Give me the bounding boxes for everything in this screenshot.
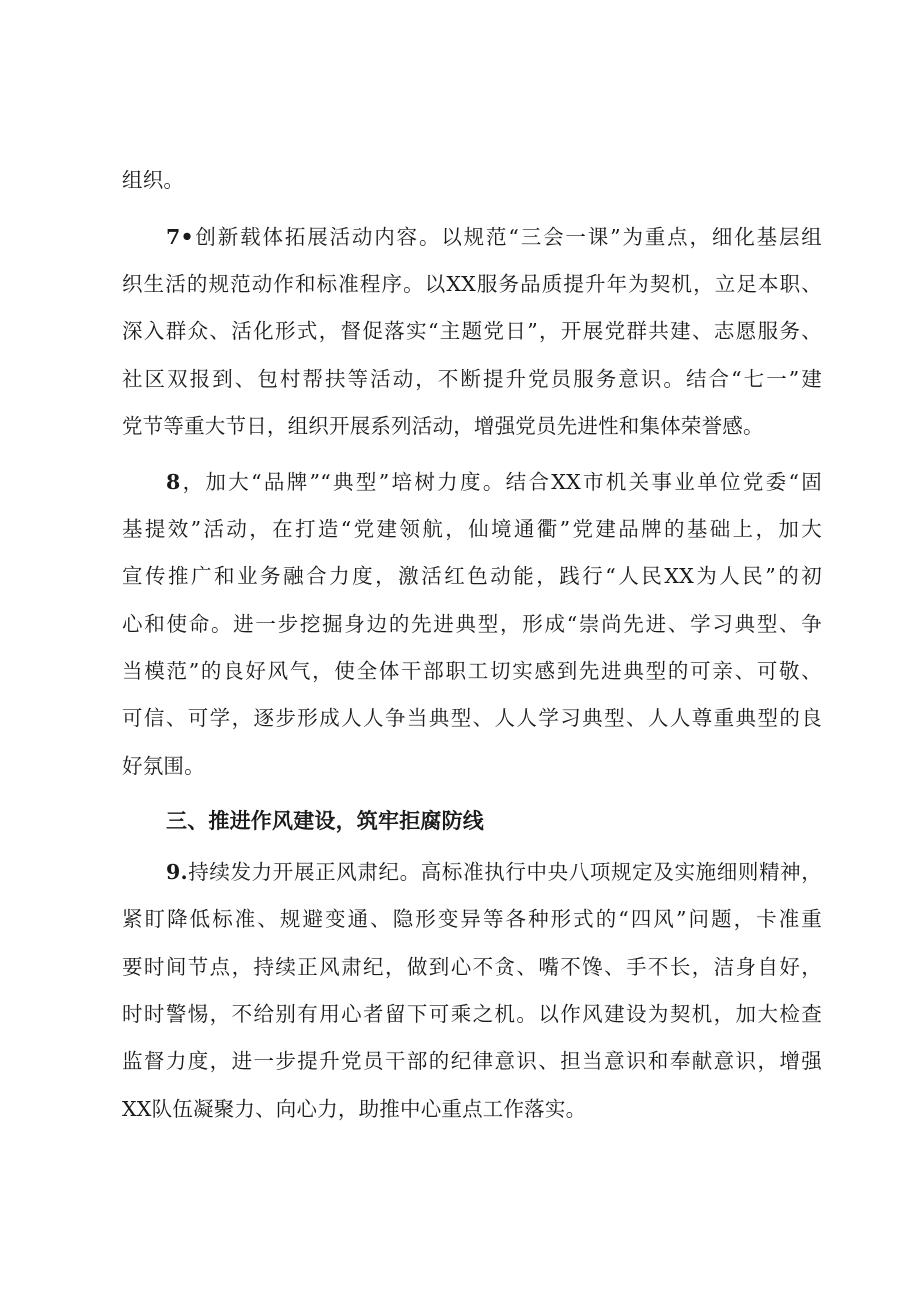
item-7-line-1: 7•创新载体拓展活动内容。以规范“三会一课”为重点，细化基层组 (166, 225, 822, 249)
item-9-line-3: 要时间节点，持续正风肃纪，做到心不贪、嘴不馋、手不长，洁身自好， (122, 955, 822, 979)
item-8-line-6: 可信、可学，逐步形成人人争当典型、人人学习典型、人人尊重典型的良 (122, 706, 822, 730)
item-9-line-2: 紧盯降低标准、规避变通、隐形变异等各种形式的“四风”问题，卡准重 (122, 907, 822, 931)
item-9-line-4: 时时警惕，不给别有用心者留下可乘之机。以作风建设为契机，加大检查 (122, 1002, 822, 1026)
item-9-line-5: 监督力度，进一步提升党员干部的纪律意识、担当意识和奉献意识，增强 (122, 1049, 822, 1073)
item-8-line-2: 基提效”活动，在打造“党建领航，仙境通衢”党建品牌的基础上，加大 (122, 517, 822, 541)
item-7-number: 7• (166, 225, 194, 249)
item-7-line-2: 织生活的规范动作和标准程序。以XX服务品质提升年为契机，立足本职、 (122, 272, 822, 296)
item-7-line-5: 党节等重大节日，组织开展系列活动，增强党员先进性和集体荣誉感。 (122, 414, 764, 438)
item-8-line-5: 当模范”的良好风气，使全体干部职工切实感到先进典型的可亲、可敬、 (122, 659, 822, 683)
item-7-line-4: 社区双报到、包村帮扶等活动，不断提升党员服务意识。结合“七一”建 (122, 367, 822, 391)
item-9-line-1: 9.持续发力开展正风肃纪。高标准执行中央八项规定及实施细则精神， (166, 860, 822, 884)
paragraph-continuation: 组织。 (122, 168, 185, 192)
item-8-number: 8 (166, 470, 181, 494)
item-8-line-7: 好氛围。 (122, 754, 205, 778)
item-9-number: 9. (166, 860, 188, 884)
item-7-line-3: 深入群众、活化形式，督促落实“主题党日”，开展党群共建、志愿服务、 (122, 319, 822, 343)
item-8-line-3: 宣传推广和业务融合力度，激活红色动能，践行“人民XX为人民”的初 (122, 564, 822, 588)
item-8-line-1: 8，加大“品牌”“典型”培树力度。结合XX市机关事业单位党委“固 (166, 470, 822, 494)
section-3-heading: 三、推进作风建设，筑牢拒腐防线 (166, 809, 484, 833)
item-8-line-4: 心和使命。进一步挖掘身边的先进典型，形成“崇尚先进、学习典型、争 (122, 612, 822, 636)
item-9-line-6: XX队伍凝聚力、向心力，助推中心重点工作落实。 (122, 1097, 587, 1121)
